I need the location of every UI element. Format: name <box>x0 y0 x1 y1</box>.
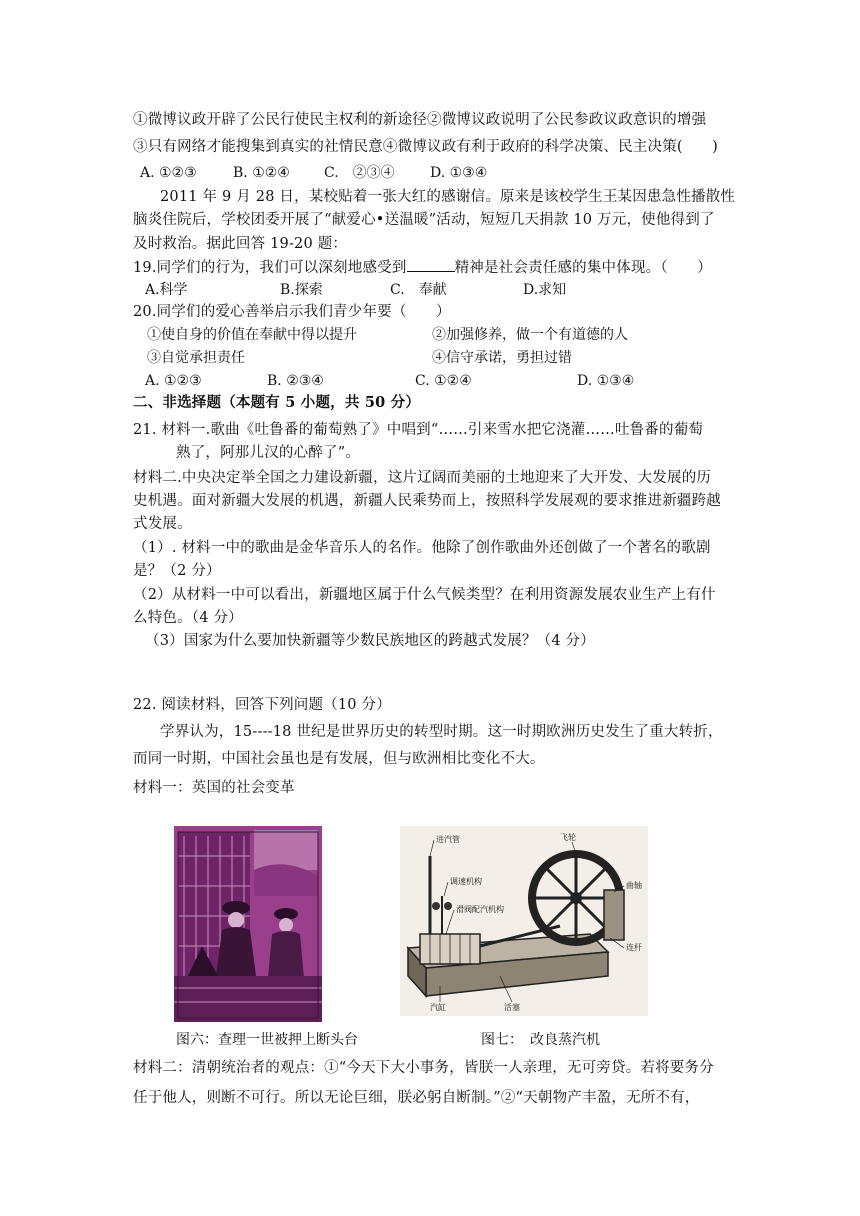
q21-material-2-line-2: 史机遇。面对新疆大发展的机遇，新疆人民乘势而上，按照科学发展观的要求推进新疆跨越 <box>133 493 721 509</box>
q19-option-c: C. 奉献 <box>390 282 447 298</box>
q19-option-d: D.求知 <box>523 282 567 298</box>
q22-intro-line-1: 学界认为，15----18 世纪是世界历史的转型时期。这一时期欧洲历史发生了重大转折， <box>160 724 723 740</box>
q22-material-2-line-1: 材料二：清朝统治者的观点：①“今天下大小事务，皆朕一人亲理，无可旁贷。若将要务分 <box>133 1060 714 1076</box>
q19-option-a: A.科学 <box>145 282 188 298</box>
q20-option-c: C. ①②④ <box>415 373 472 389</box>
q20-item-2: ②加强修养，做一个有道德的人 <box>432 327 628 343</box>
q21-material-2-line-1: 材料二.中央决定举全国之力建设新疆，这片辽阔而美丽的土地迎来了大开发、大发展的历 <box>133 470 712 486</box>
engine-label-flywheel: 飞轮 <box>560 833 576 842</box>
q22-intro-line-2: 而同一时期，中国社会虽也是有发展，但与欧洲相比变化不大。 <box>133 751 545 767</box>
q20-item-3: ③自觉承担责任 <box>147 350 245 366</box>
q18-option-d: D. ①③④ <box>430 165 488 181</box>
section-2-heading: 二、非选择题（本题有 5 小题，共 50 分） <box>133 394 421 411</box>
q22-material-2-line-2: 任于他人，则断不可行。所以无论巨细，朕必躬自断制。”②“天朝物产丰盈，无所不有， <box>133 1090 700 1106</box>
q21-material-1-line-2: 熟了，阿那儿汉的心醉了”。 <box>176 445 361 461</box>
intro-19-20-line-2: 脑炎住院后，学校团委开展了“献爱心•送温暖”活动，短短几天捐款 10 万元，使他得到了 <box>133 212 715 228</box>
q22-material-1-title: 材料一：英国的社会变革 <box>133 780 295 796</box>
q18-option-a: A. ①②③ <box>140 165 197 181</box>
q22-heading: 22. 阅读材料，回答下列问题（10 分） <box>133 697 391 713</box>
q19-answer-blank <box>407 257 455 272</box>
q21-part-1-line-1: （1）. 材料一中的歌曲是金华音乐人的名作。他除了创作歌曲外还创做了一个著名的歌剧 <box>133 540 711 556</box>
q18-statement-line-2: ③只有网络才能搜集到真实的社情民意④微博议政有利于政府的科学决策、民主决策( ) <box>133 139 719 155</box>
q18-option-c: C. ②③④ <box>324 165 395 181</box>
engine-label-rod: 连杆 <box>626 943 642 952</box>
q21-part-2-line-2: 么特色。（4 分） <box>133 610 243 626</box>
engine-label-crankshaft: 曲轴 <box>626 881 642 890</box>
engine-label-valve: 滑阀配汽机构 <box>456 905 504 914</box>
engine-label-piston: 活塞 <box>504 1003 520 1012</box>
q19-stem <box>133 257 712 278</box>
q20-stem: 20.同学们的爱心善举启示我们青少年要（ ） <box>133 304 451 320</box>
intro-19-20-line-3: 及时救治。据此回答 19-20 题： <box>133 236 348 252</box>
q21-part-3-line-1: （3）国家为什么要加快新疆等少数民族地区的跨越式发展？（4 分） <box>145 633 595 649</box>
q20-item-4: ④信守承诺，勇担过错 <box>432 350 572 366</box>
q18-statement-line-1: ①微博议政开辟了公民行使民主权利的新途径②微博议政说明了公民参政议政意识的增强 <box>133 112 707 128</box>
q21-material-2-line-3: 式发展。 <box>133 516 192 532</box>
figure-6-charles-execution-image <box>174 826 322 1022</box>
q20-option-a: A. ①②③ <box>145 373 202 389</box>
figure-7-caption: 图七： 改良蒸汽机 <box>481 1032 600 1048</box>
q19-stem-before: 19.同学们的行为，我们可以深刻地感受到 <box>133 260 407 276</box>
q20-item-1: ①使自身的价值在奉献中得以提升 <box>147 327 357 343</box>
q19-option-b: B.探索 <box>280 282 323 298</box>
intro-19-20-line-1: 2011 年 9 月 28 日，某校贴着一张大红的感谢信。原来是该校学生王某因患急性播散性 <box>160 189 736 205</box>
engine-label-cylinder: 汽缸 <box>430 1003 446 1012</box>
q19-stem-after: 精神是社会责任感的集中体现。（ ） <box>454 260 712 276</box>
q20-option-d: D. ①③④ <box>577 373 635 389</box>
engine-label-intake: 进汽管 <box>436 835 460 844</box>
figure-6-caption: 图六：查理一世被押上断头台 <box>176 1032 358 1048</box>
figure-7-steam-engine-diagram <box>400 826 648 1016</box>
q21-material-1-line-1: 21. 材料一.歌曲《吐鲁番的葡萄熟了》中唱到“……引来雪水把它浇灌……吐鲁番的葡萄 <box>133 422 704 438</box>
engine-label-governor: 调速机构 <box>450 877 482 886</box>
q21-part-1-line-2: 是？（2 分） <box>133 563 221 579</box>
q20-option-b: B. ②③④ <box>267 373 324 389</box>
q18-option-b: B. ①②④ <box>233 165 290 181</box>
q21-part-2-line-1: （2）从材料一中可以看出，新疆地区属于什么气候类型？在利用资源发展农业生产上有什 <box>133 587 716 603</box>
